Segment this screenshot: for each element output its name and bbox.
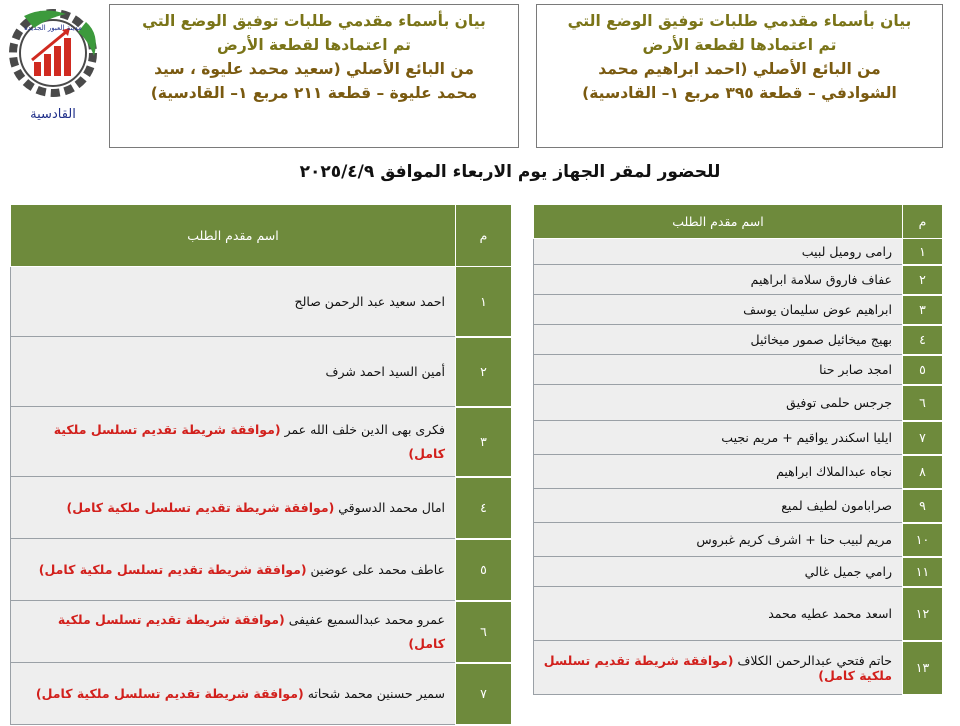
- applicant-name: ابراهيم عوض سليمان يوسف: [743, 302, 892, 317]
- applicant-name-cell: [534, 489, 903, 523]
- applicant-name: رامى روميل لبيب: [801, 244, 892, 259]
- table-row: [534, 385, 943, 421]
- applicant-name-cell: [11, 477, 456, 539]
- applicant-name: عمرو محمد عبدالسميع عفيفى: [288, 611, 445, 627]
- table-row: [534, 587, 943, 641]
- row-number: ٦: [903, 385, 943, 421]
- table-row: [534, 325, 943, 355]
- city-logo: [4, 4, 102, 122]
- applicant-name-cell: [11, 601, 456, 663]
- row-number: ٢: [456, 337, 512, 407]
- applicant-name: عاطف محمد على عوضين: [310, 561, 445, 577]
- notice-right-line4: الشوادفي – قطعة ٣٩٥ مربع ١– القادسية): [582, 84, 897, 102]
- table-row: [534, 355, 943, 385]
- applicants-table-right: [533, 204, 943, 696]
- applicant-name-cell: [534, 421, 903, 455]
- row-number: ٧: [903, 421, 943, 455]
- row-number: ٨: [903, 455, 943, 489]
- applicant-name-cell: [534, 641, 903, 695]
- table-row: [534, 295, 943, 325]
- row-number: ٤: [456, 477, 512, 539]
- table-row: [11, 663, 512, 725]
- applicant-name-cell: [534, 265, 903, 295]
- applicants-table-left: [10, 204, 512, 726]
- table-row: [534, 641, 943, 695]
- logo-label: القادسية: [30, 107, 76, 122]
- notice-right-line1: بيان بأسماء مقدمي طلبات توفيق الوضع التي: [567, 12, 912, 30]
- table-row: [11, 477, 512, 539]
- row-number: ٥: [903, 355, 943, 385]
- notice-left-line2: تم اعتمادها لقطعة الأرض: [217, 36, 411, 54]
- applicant-name-cell: [11, 337, 456, 407]
- table-row: [534, 557, 943, 587]
- applicant-name: بهيج ميخائيل صمور ميخائيل: [750, 332, 892, 347]
- table-row: [11, 267, 512, 337]
- applicant-name-cell: [11, 267, 456, 337]
- applicant-name: امجد صابر حنا: [819, 362, 892, 377]
- applicant-name: جرجس حلمى توفيق: [786, 395, 892, 410]
- table-row: [534, 265, 943, 295]
- row-number: ١: [456, 267, 512, 337]
- approval-condition-note: (موافقة شريطة تقديم تسلسل ملكية كامل): [53, 421, 445, 461]
- row-number: ٧: [456, 663, 512, 725]
- applicant-name: حاتم فتحي عبدالرحمن الكلاف: [737, 652, 892, 668]
- approval-condition-note: (موافقة شريطة تقديم تسلسل ملكية كامل): [35, 685, 304, 701]
- table-row: [534, 455, 943, 489]
- table-row: [11, 601, 512, 663]
- applicant-name-cell: [534, 587, 903, 641]
- logo-top-text: مدينة العبور الجديدة: [24, 24, 82, 32]
- applicant-name-cell: [11, 407, 456, 477]
- applicant-name: رامي جميل غالي: [804, 564, 892, 579]
- table-row: [11, 337, 512, 407]
- applicant-name-cell: [534, 455, 903, 489]
- row-number: ١٣: [903, 641, 943, 695]
- table-row: [534, 489, 943, 523]
- notice-left-line4: محمد عليوة – قطعة ٢١١ مربع ١– القادسية): [150, 84, 478, 102]
- applicant-name-cell: [534, 239, 903, 265]
- row-number: ١٠: [903, 523, 943, 557]
- column-header-name: اسم مقدم الطلب: [11, 205, 456, 267]
- applicant-name: سمير حسنين محمد شحاته: [307, 685, 445, 701]
- notice-left-line1: بيان بأسماء مقدمي طلبات توفيق الوضع التي: [142, 12, 486, 30]
- applicant-name: أمين السيد احمد شرف: [325, 363, 445, 379]
- row-number: ٥: [456, 539, 512, 601]
- row-number: ٢: [903, 265, 943, 295]
- applicant-name-cell: [11, 539, 456, 601]
- row-number: ٣: [903, 295, 943, 325]
- approval-condition-note: (موافقة شريطة تقديم تسلسل ملكية كامل): [543, 652, 892, 683]
- table-row: [534, 421, 943, 455]
- applicant-name-cell: [534, 355, 903, 385]
- approval-condition-note: (موافقة شريطة تقديم تسلسل ملكية كامل): [66, 499, 335, 515]
- applicant-name-cell: [534, 295, 903, 325]
- row-number: ٩: [903, 489, 943, 523]
- applicant-name-cell: [534, 325, 903, 355]
- row-number: ٦: [456, 601, 512, 663]
- row-number: ٣: [456, 407, 512, 477]
- notice-box-right: [536, 4, 943, 148]
- approval-condition-note: (موافقة شريطة تقديم تسلسل ملكية كامل): [38, 561, 307, 577]
- table-row: [11, 407, 512, 477]
- table-row: [534, 239, 943, 265]
- row-number: ٤: [903, 325, 943, 355]
- column-header-name: اسم مقدم الطلب: [534, 205, 903, 239]
- applicant-name-cell: [534, 523, 903, 557]
- row-number: ١٢: [903, 587, 943, 641]
- gear-logo-icon: [4, 4, 102, 102]
- row-number: ١: [903, 239, 943, 265]
- row-number: ١١: [903, 557, 943, 587]
- applicant-name: صرابامون لطيف لميع: [781, 498, 892, 513]
- applicant-name: عفاف فاروق سلامة ابراهيم: [750, 272, 892, 287]
- applicant-name: احمد سعيد عبد الرحمن صالح: [294, 293, 445, 309]
- column-header-num: م: [903, 205, 943, 239]
- applicant-name: امال محمد الدسوقي: [338, 499, 445, 515]
- applicant-name: نجاه عبدالملاك ابراهيم: [776, 464, 892, 479]
- notice-box-left: [109, 4, 519, 148]
- table-row: [534, 523, 943, 557]
- approval-condition-note: (موافقة شريطة تقديم تسلسل ملكية كامل): [57, 611, 445, 651]
- applicant-name-cell: [11, 663, 456, 725]
- applicant-name-cell: [534, 385, 903, 421]
- notice-right-line2: تم اعتمادها لقطعة الأرض: [642, 36, 837, 54]
- applicant-name: ايليا اسكندر يواقيم + مريم نجيب: [721, 430, 892, 445]
- table-row: [11, 539, 512, 601]
- applicant-name: فكرى بهى الدين خلف الله عمر: [284, 421, 445, 437]
- applicant-name: مريم لبيب حنا + اشرف كريم غبروس: [696, 532, 892, 547]
- column-header-num: م: [456, 205, 512, 267]
- applicant-name-cell: [534, 557, 903, 587]
- notice-right-line3: من البائع الأصلي (احمد ابراهيم محمد: [598, 60, 881, 78]
- attendance-headline: للحضور لمقر الجهاز يوم الاربعاء الموافق ٢٠٢٥/٤/٩: [299, 162, 721, 182]
- applicant-name: اسعد محمد عطيه محمد: [768, 606, 892, 621]
- notice-left-line3: من البائع الأصلي (سعيد محمد عليوة ، سيد: [154, 60, 474, 78]
